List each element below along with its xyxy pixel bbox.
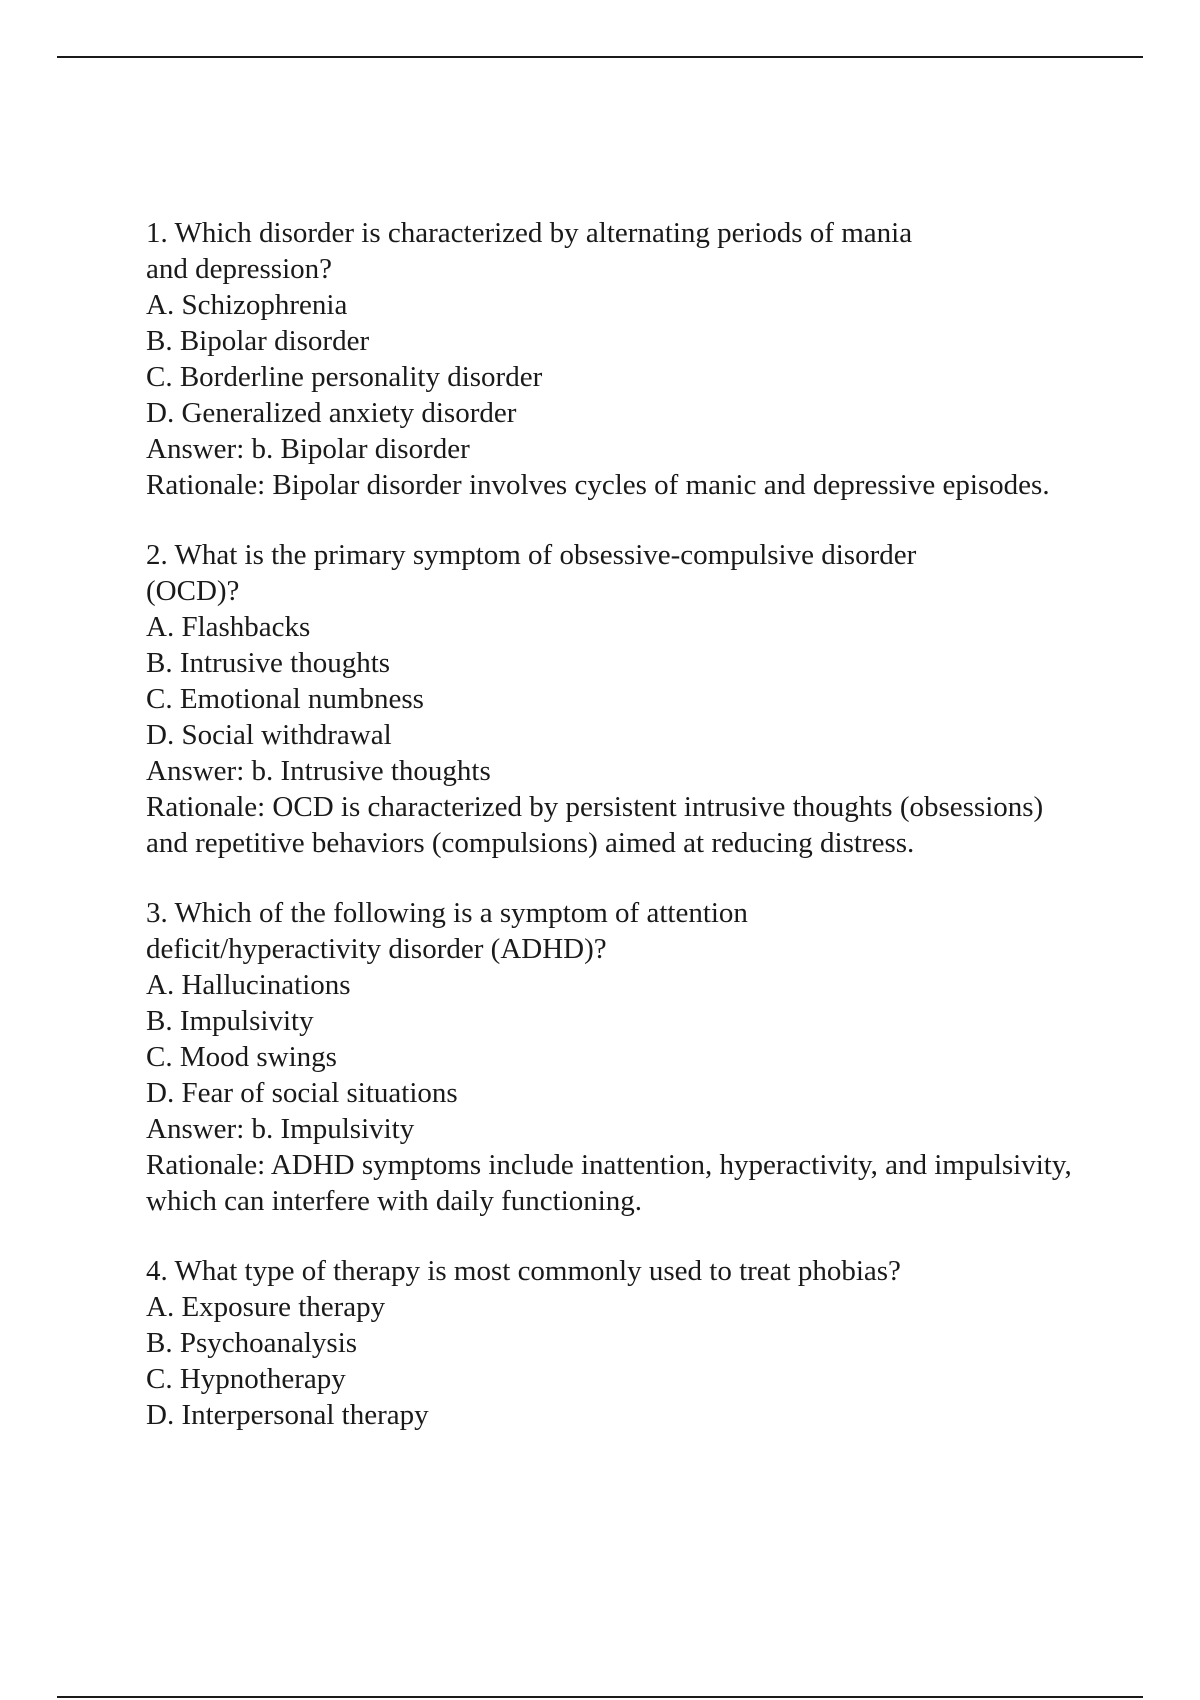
option-d: D. Interpersonal therapy xyxy=(146,1399,429,1431)
option-d: D. Generalized anxiety disorder xyxy=(146,397,517,429)
option-b: B. Psychoanalysis xyxy=(146,1327,358,1359)
question-2 xyxy=(146,537,1086,861)
question-3 xyxy=(146,895,1086,1219)
option-a: A. Exposure therapy xyxy=(146,1291,386,1323)
question-stem: 4. What type of therapy is most commonly used to treat phobias? xyxy=(146,1255,901,1287)
option-c: C. Mood swings xyxy=(146,1041,337,1073)
question-4 xyxy=(146,1253,1086,1433)
option-d: D. Social withdrawal xyxy=(146,719,392,751)
option-b: B. Impulsivity xyxy=(146,1005,314,1037)
document-body xyxy=(146,215,1086,1467)
rationale-text: Rationale: Bipolar disorder involves cycles of manic and depressive episodes. xyxy=(146,469,1050,501)
answer-text: Answer: b. Bipolar disorder xyxy=(146,433,470,465)
option-c: C. Emotional numbness xyxy=(146,683,424,715)
option-a: A. Hallucinations xyxy=(146,969,351,1001)
option-b: B. Bipolar disorder xyxy=(146,325,370,357)
rationale-text: Rationale: OCD is characterized by persistent intrusive thoughts (obsessions) and repetitive behaviors (compulsions) aimed at reducing distress. xyxy=(146,791,1044,859)
option-a: A. Flashbacks xyxy=(146,611,311,643)
header-rule xyxy=(57,56,1143,58)
option-d: D. Fear of social situations xyxy=(146,1077,458,1109)
question-stem: 1. Which disorder is characterized by alternating periods of mania and depression? xyxy=(146,217,913,285)
question-stem: 2. What is the primary symptom of obsessive-compulsive disorder (OCD)? xyxy=(146,539,917,607)
answer-text: Answer: b. Intrusive thoughts xyxy=(146,755,491,787)
footer-rule xyxy=(57,1696,1143,1698)
rationale-text: Rationale: ADHD symptoms include inattention, hyperactivity, and impulsivity, which can interfere with daily functioning. xyxy=(146,1149,1072,1217)
question-stem: 3. Which of the following is a symptom of attention deficit/hyperactivity disorder (ADHD)? xyxy=(146,897,748,965)
option-c: C. Borderline personality disorder xyxy=(146,361,543,393)
option-a: A. Schizophrenia xyxy=(146,289,348,321)
option-b: B. Intrusive thoughts xyxy=(146,647,391,679)
answer-text: Answer: b. Impulsivity xyxy=(146,1113,415,1145)
option-c: C. Hypnotherapy xyxy=(146,1363,346,1395)
question-1 xyxy=(146,215,1086,503)
